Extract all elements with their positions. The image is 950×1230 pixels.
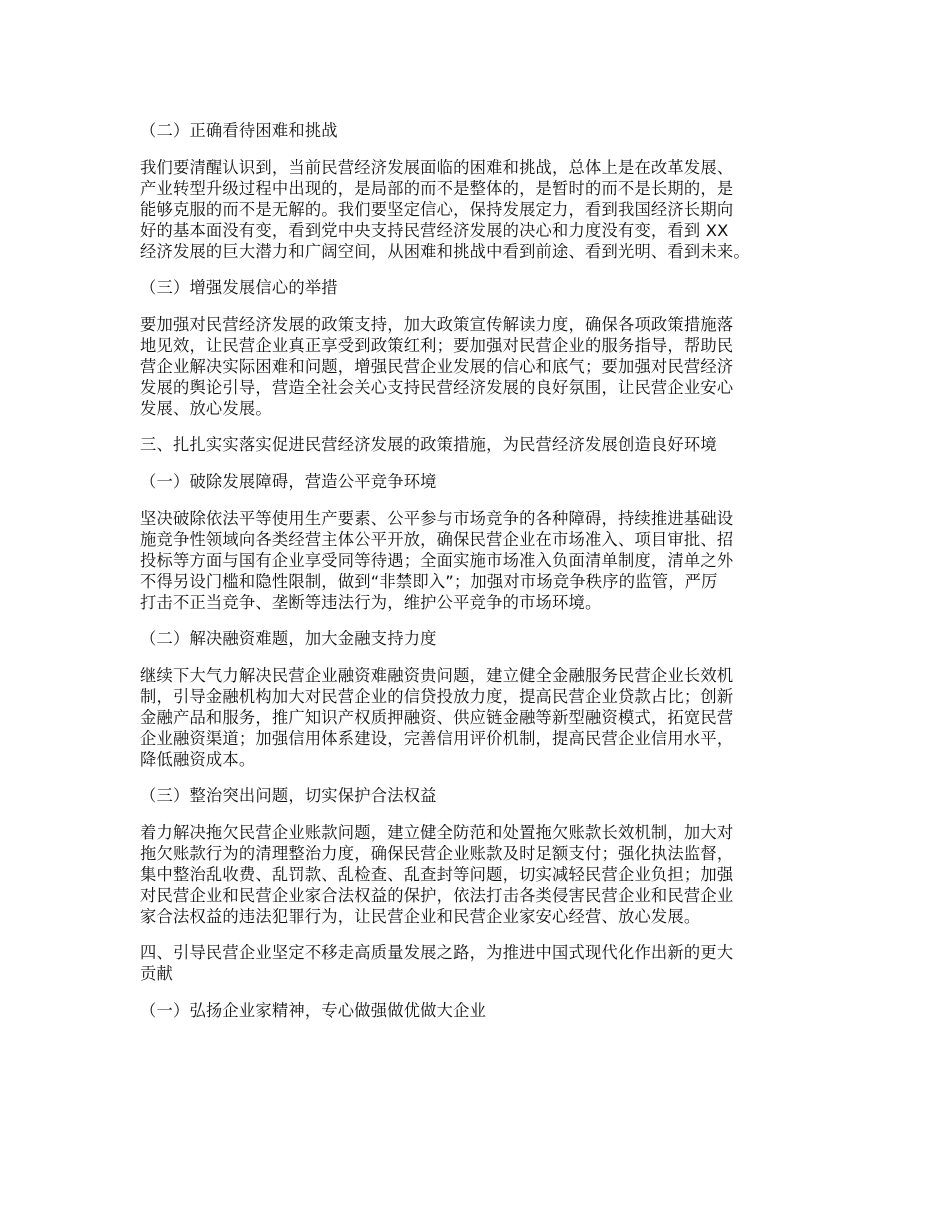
body-paragraph — [140, 314, 820, 419]
document-page — [140, 120, 820, 1037]
section-heading — [140, 942, 820, 984]
text-line: （三）增强发展信心的举措 — [140, 278, 338, 297]
text-line: 继续下大气力解决民营企业融资难融资贵问题，建立健全金融服务民营企业长效机 — [140, 666, 734, 685]
section-heading — [140, 1000, 820, 1021]
section-heading — [140, 120, 820, 141]
body-paragraph — [140, 508, 820, 613]
text-line: 我们要清醒认识到，当前民营经济发展面临的困难和挑战，总体上是在改革发展、 — [140, 158, 734, 177]
section-heading — [140, 471, 820, 492]
text-line: 投标等方面与国有企业享受同等待遇；全面实施市场准入负面清单制度，清单之外 — [140, 551, 734, 570]
text-line: 着力解决拖欠民营企业账款问题，建立健全防范和处置拖欠账款长效机制，加大对 — [140, 823, 734, 842]
body-paragraph — [140, 157, 820, 262]
text-line: 经济发展的巨大潜力和广阔空间，从困难和挑战中看到前途、看到光明、看到未来。 — [140, 242, 750, 261]
text-line: 贡献 — [140, 964, 173, 983]
text-line: （一）弘扬企业家精神，专心做强做优做大企业 — [140, 1001, 487, 1020]
text-line: 对民营企业和民营企业家合法权益的保护，依法打击各类侵害民营企业和民营企业 — [140, 886, 734, 905]
text-line: （一）破除发展障碍，营造公平竞争环境 — [140, 472, 437, 491]
text-line: 集中整治乱收费、乱罚款、乱检查、乱查封等问题，切实减轻民营企业负担；加强 — [140, 865, 734, 884]
text-line: 地见效，让民营企业真正享受到政策红利；要加强对民营企业的服务指导，帮助民 — [140, 336, 734, 355]
text-line: 施竞争性领域向各类经营主体公平开放，确保民营企业在市场准入、项目审批、招 — [140, 530, 734, 549]
text-line: 发展、放心发展。 — [140, 399, 272, 418]
text-line: 营企业解决实际困难和问题，增强民营企业发展的信心和底气；要加强对民营经济 — [140, 357, 734, 376]
section-heading — [140, 785, 820, 806]
body-paragraph — [140, 665, 820, 770]
text-line: 打击不正当竞争、垄断等违法行为，维护公平竞争的市场环境。 — [140, 593, 602, 612]
text-line: 坚决破除依法平等使用生产要素、公平参与市场竞争的各种障碍，持续推进基础设 — [140, 509, 734, 528]
text-line: 产业转型升级过程中出现的，是局部的而不是整体的，是暂时的而不是长期的，是 — [140, 179, 734, 198]
text-line: 四、引导民营企业坚定不移走高质量发展之路，为推进中国式现代化作出新的更大 — [140, 943, 734, 962]
text-line: 制，引导金融机构加大对民营企业的信贷投放力度，提高民营企业贷款占比；创新 — [140, 687, 734, 706]
text-line: 金融产品和服务，推广知识产权质押融资、供应链金融等新型融资模式，拓宽民营 — [140, 708, 734, 727]
text-line: （三）整治突出问题，切实保护合法权益 — [140, 786, 437, 805]
text-line: 好的基本面没有变，看到党中央支持民营经济发展的决心和力度没有变，看到 XX — [140, 221, 729, 240]
text-line: 家合法权益的违法犯罪行为，让民营企业和民营企业家安心经营、放心发展。 — [140, 907, 701, 926]
text-line: 能够克服的而不是无解的。我们要坚定信心，保持发展定力，看到我国经济长期向 — [140, 200, 734, 219]
section-heading — [140, 628, 820, 649]
text-line: 拖欠账款行为的清理整治力度，确保民营企业账款及时足额支付；强化执法监督， — [140, 844, 734, 863]
body-paragraph — [140, 822, 820, 927]
text-line: 不得另设门槛和隐性限制，做到“非禁即入”；加强对市场竞争秩序的监管，严厉 — [140, 572, 718, 591]
section-heading — [140, 434, 820, 455]
text-line: 降低融资成本。 — [140, 750, 256, 769]
text-line: 要加强对民营经济发展的政策支持，加大政策宣传解读力度，确保各项政策措施落 — [140, 315, 734, 334]
section-heading — [140, 277, 820, 298]
text-line: 发展的舆论引导，营造全社会关心支持民营经济发展的良好氛围，让民营企业安心 — [140, 378, 734, 397]
text-line: （二）正确看待困难和挑战 — [140, 121, 338, 140]
text-line: 企业融资渠道；加强信用体系建设，完善信用评价机制，提高民营企业信用水平， — [140, 729, 734, 748]
text-line: （二）解决融资难题，加大金融支持力度 — [140, 629, 437, 648]
text-line: 三、扎扎实实落实促进民营经济发展的政策措施，为民营经济发展创造良好环境 — [140, 435, 717, 454]
